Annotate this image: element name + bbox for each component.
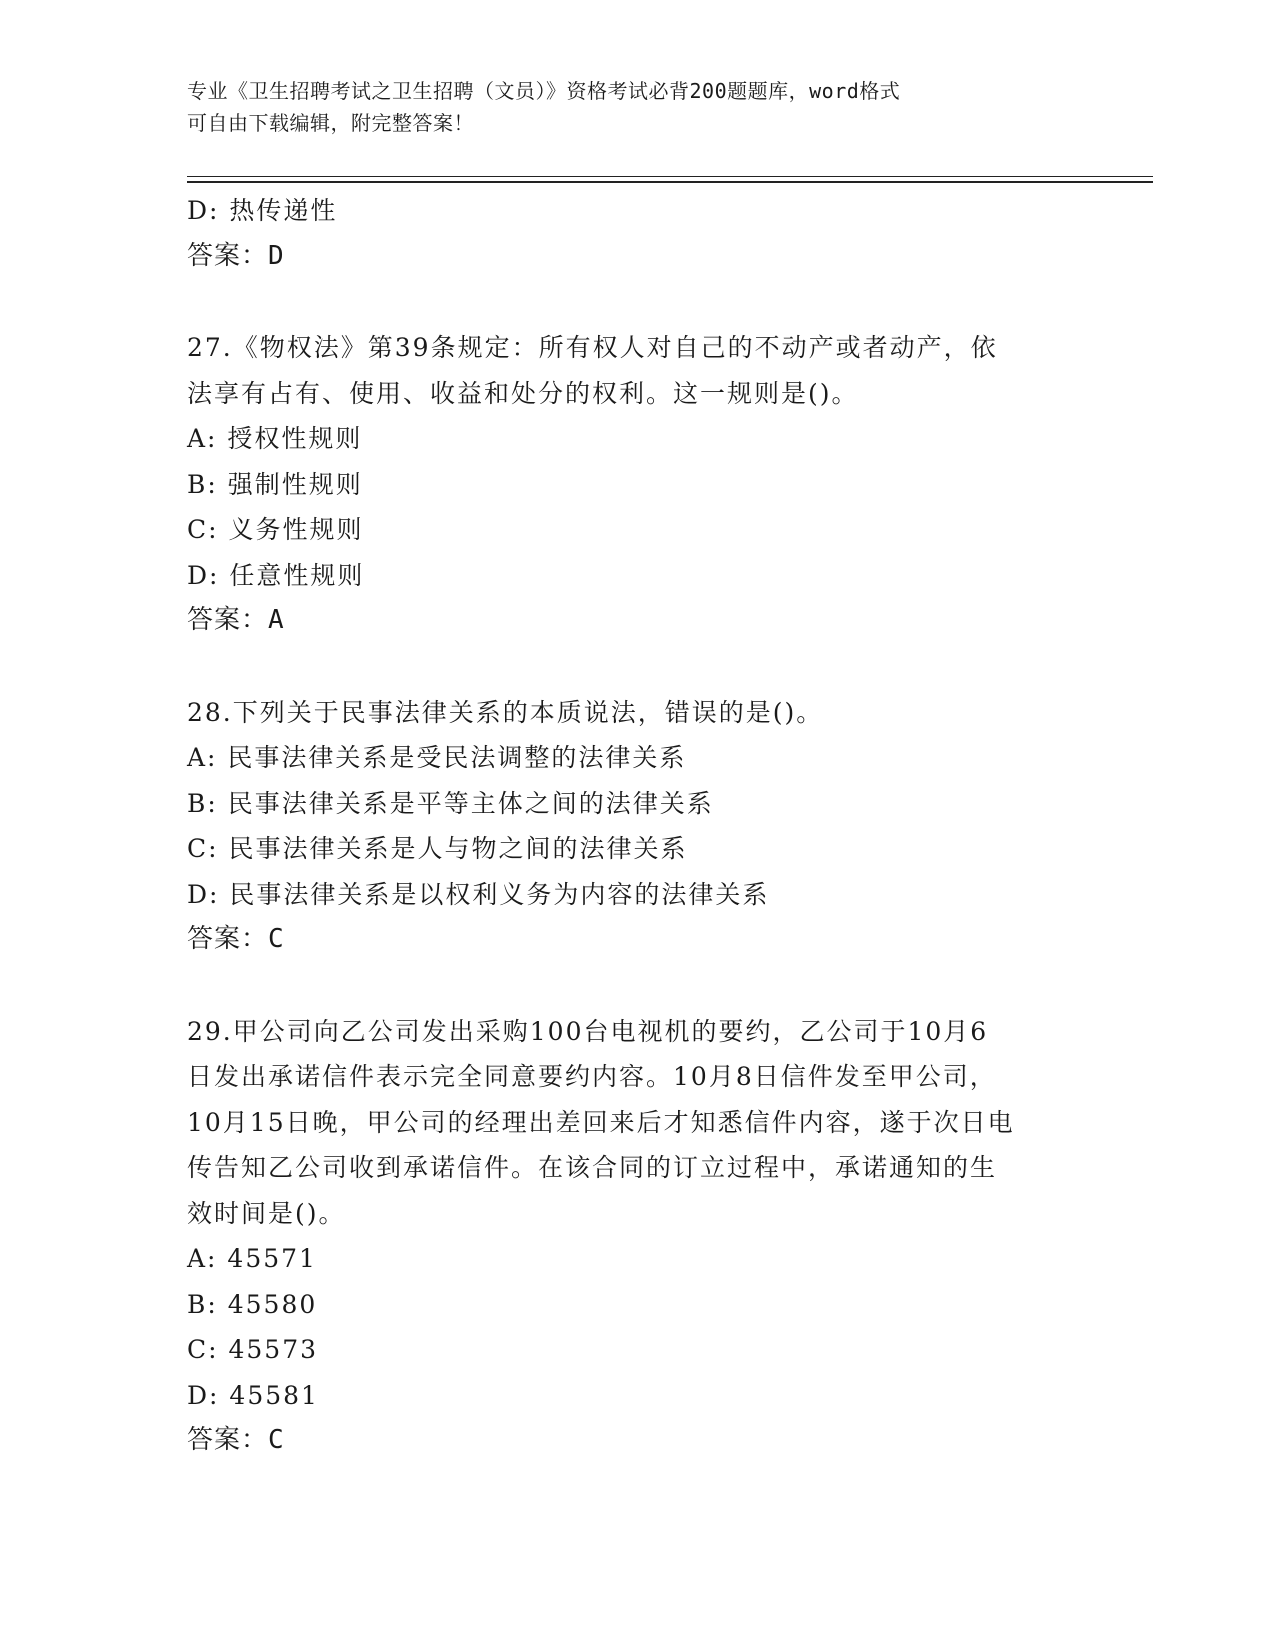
header-line-1: 专业《卫生招聘考试之卫生招聘（文员）》资格考试必背200题题库，word格式 — [187, 79, 901, 103]
option-a: A: 45571 — [187, 1244, 317, 1273]
option-c: C: 民事法律关系是人与物之间的法律关系 — [187, 834, 688, 863]
option-d: D: 任意性规则 — [187, 560, 365, 590]
header-divider-thick — [187, 181, 1153, 183]
spacer — [187, 279, 1087, 325]
question-stem-line: 法享有占有、使用、收益和处分的权利。这一规则是()。 — [187, 378, 859, 408]
question-stem-line: 29.甲公司向乙公司发出采购100台电视机的要约，乙公司于10月6 — [187, 1016, 989, 1046]
option-d: D: 民事法律关系是以权利义务为内容的法律关系 — [187, 879, 770, 909]
answer-label: 答案：C — [187, 924, 285, 954]
prev-option-d: D: 热传递性 — [187, 196, 338, 225]
question-content — [187, 188, 1087, 1464]
question-28 — [187, 690, 1087, 963]
option-a: A: 授权性规则 — [187, 424, 363, 453]
prev-answer: 答案：D — [187, 240, 285, 271]
header-line-2: 可自由下载编辑，附完整答案！ — [187, 111, 474, 135]
question-stem-line: 效时间是()。 — [187, 1198, 346, 1228]
option-b: B: 强制性规则 — [187, 469, 363, 499]
header-divider-thin — [187, 176, 1153, 177]
option-d: D: 45581 — [187, 1380, 319, 1410]
option-c: C: 45573 — [187, 1335, 319, 1364]
option-b: B: 45580 — [187, 1289, 318, 1319]
document-header — [187, 75, 1087, 139]
question-stem-line: 10月15日晚，甲公司的经理出差回来后才知悉信件内容，遂于次日电 — [187, 1107, 1015, 1137]
spacer — [187, 963, 1087, 1009]
option-c: C: 义务性规则 — [187, 515, 364, 544]
question-stem-line: 27.《物权法》第39条规定：所有权人对自己的不动产或者动产，依 — [187, 333, 998, 362]
question-29 — [187, 1009, 1087, 1464]
answer-label: 答案：C — [187, 1425, 285, 1455]
question-stem-line: 28.下列关于民事法律关系的本质说法，错误的是()。 — [187, 697, 824, 727]
question-stem-line: 传告知乙公司收到承诺信件。在该合同的订立过程中，承诺通知的生 — [187, 1153, 998, 1182]
option-b: B: 民事法律关系是平等主体之间的法律关系 — [187, 788, 714, 818]
answer-label: 答案：A — [187, 605, 285, 635]
spacer — [187, 644, 1087, 690]
question-27 — [187, 325, 1087, 644]
option-a: A: 民事法律关系是受民法调整的法律关系 — [187, 743, 687, 772]
question-stem-line: 日发出承诺信件表示完全同意要约内容。10月8日信件发至甲公司， — [187, 1062, 997, 1091]
